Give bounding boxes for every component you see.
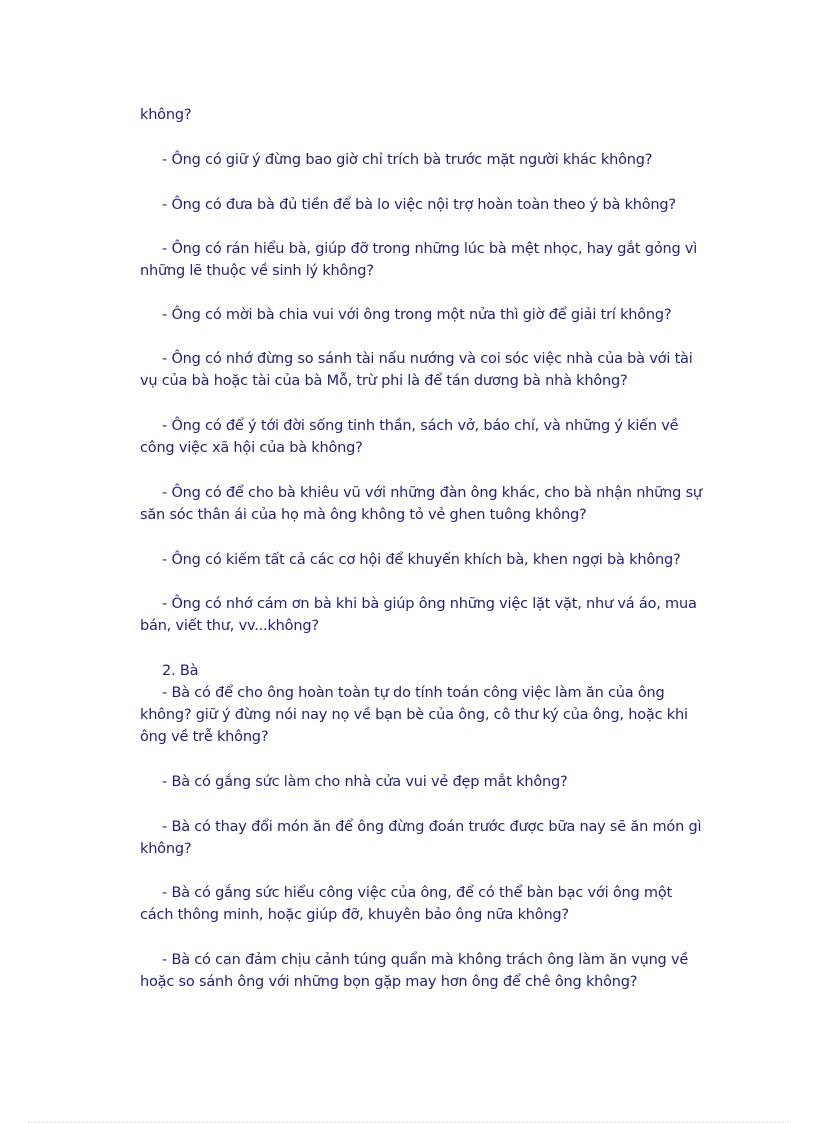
paragraph-4 [140,304,680,326]
text-line: hoặc so sánh ông với những bọn gặp may hơn ông để chê ông không? [140,974,638,990]
text-line: - Bà có gắng sức làm cho nhà cửa vui vẻ đẹp mắt không? [162,774,568,790]
paragraph-1 [140,149,680,171]
text-line: cách thông minh, hoặc giúp đỡ, khuyên bảo ông nữa không? [140,907,569,923]
paragraph-7 [140,482,702,526]
text-line: - Ông có nhớ cám ơn bà khi bà giúp ông những việc lặt vặt, như vá áo, mua [162,596,697,612]
paragraph-13 [140,816,702,860]
paragraph-15 [140,949,689,993]
text-line: - Bà có can đảm chịu cảnh túng quẩn mà không trách ông làm ăn vụng về [162,952,689,968]
text-line: - Ông có giữ ý đừng bao giờ chỉ trích bà trước mặt người khác không? [162,152,653,168]
text-line: 2. Bà [162,663,199,679]
paragraph-0 [140,104,680,126]
text-line: không? giữ ý đừng nói nay nọ về bạn bè của ông, cô thư ký của ông, hoặc khi [140,707,688,723]
text-line: - Bà có để cho ông hoàn toàn tự do tính toán công việc làm ăn của ông [162,685,665,701]
text-line: công việc xã hội của bà không? [140,440,363,456]
text-line: - Ông có mời bà chia vui với ông trong một nửa thì giờ để giải trí không? [162,307,672,323]
paragraph-12 [140,771,680,793]
paragraph-2 [140,194,680,216]
text-line: không? [140,841,192,857]
text-line: - Bà có thay đổi món ăn để ông đừng đoán trước được bữa nay sẽ ăn món gì [162,819,702,835]
text-line: không? [140,107,192,123]
text-line: vụ của bà hoặc tài của bà Mỗ, trừ phi là để tán dương bà nhà không? [140,373,628,389]
section-heading [140,660,680,682]
text-line: - Ông có để cho bà khiêu vũ với những đàn ông khác, cho bà nhận những sự [162,485,702,501]
text-line: - Bà có gắng sức hiểu công việc của ông, để có thể bàn bạc với ông một [162,885,672,901]
paragraph-5 [140,348,693,392]
paragraph-6 [140,415,680,459]
paragraph-14 [140,882,680,926]
text-line: ông về trễ không? [140,729,269,745]
text-line: - Ông có nhớ đừng so sánh tài nấu nướng và coi sóc việc nhà của bà với tài [162,351,693,367]
text-line: bán, viết thư, vv...không? [140,618,319,634]
text-line: những lẽ thuộc về sinh lý không? [140,263,374,279]
text-line: - Ông có kiếm tất cả các cơ hội để khuyến khích bà, khen ngợi bà không? [162,552,681,568]
paragraph-11 [140,682,688,748]
paragraph-8 [140,549,680,571]
text-line: - Ông có đưa bà đủ tiền để bà lo việc nội trợ hoàn toàn theo ý bà không? [162,197,676,213]
text-line: - Ông có để ý tới đời sống tinh thần, sách vở, báo chí, và những ý kiến về [162,418,679,434]
text-line: săn sóc thân ái của họ mà ông không tỏ vẻ ghen tuông không? [140,507,587,523]
text-line: - Ông có rán hiểu bà, giúp đỡ trong những lúc bà mệt nhọc, hay gắt gỏng vì [162,241,698,257]
paragraph-3 [140,238,698,282]
paragraph-9 [140,593,697,637]
